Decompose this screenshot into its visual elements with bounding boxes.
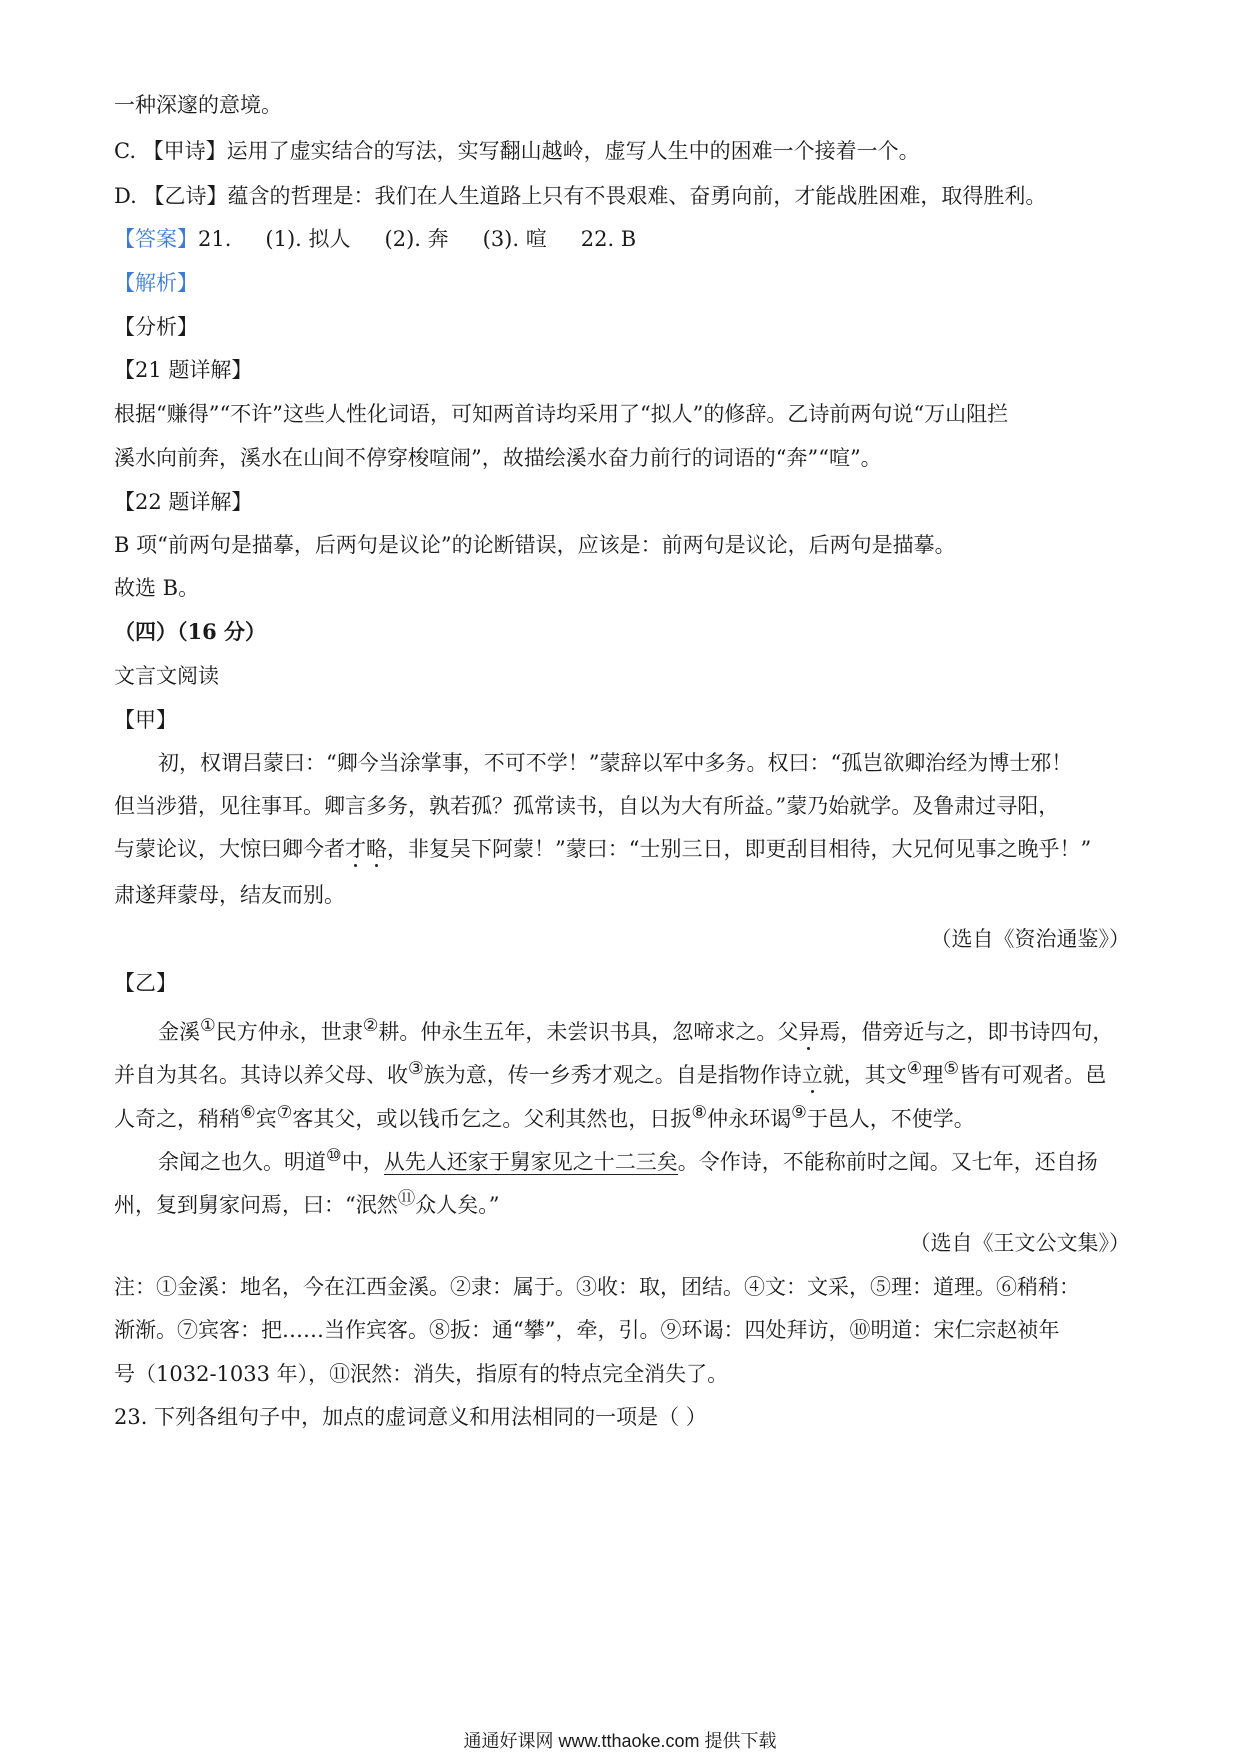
fenxi-tag: 【分析】 [114, 315, 198, 339]
passage-jia-label: 【甲】 [114, 708, 177, 732]
page-footer: 通通好课网 www.tthaoke.com 提供下载 [463, 1731, 777, 1751]
notes-line: 渐渐。⑦宾客：把……当作宾客。⑧扳：通“攀”，牵，引。⑨环谒：四处拜访，⑩明道：宋仁宗赵祯年 [114, 1318, 1060, 1342]
answer-21-3: (3). 喧 [482, 227, 547, 251]
passage-yi-source: （选自《王文公文集》） [909, 1231, 1130, 1255]
dotted-char: 略 [366, 837, 387, 861]
dotted-char: 异 [798, 1020, 820, 1044]
passage-jia-line: 肃遂拜蒙母，结友而别。 [114, 883, 345, 907]
footnote-mark: ⑧ [691, 1103, 708, 1123]
text-line: 一种深邃的意境。 [114, 93, 282, 117]
footnote-mark: ⑨ [791, 1103, 807, 1123]
passage-jia-line: 与蒙论议，大惊曰卿今者才略，非复吴下阿蒙！”蒙曰：“士别三日，即更刮目相待，大兄何见事之晚乎！” [114, 837, 1092, 861]
passage-jia-line: 但当涉猎，见往事耳。卿言多务，孰若孤？孤常读书，自以为大有所益。”蒙乃始就学。及鲁肃过寻阳， [114, 794, 1060, 818]
passage-jia-line: 初，权谓吕蒙曰：“卿今当涂掌事，不可不学！”蒙辞以军中多务。权曰：“孤岂欲卿治经为博士邪！ [158, 751, 1073, 775]
q21-detail-heading: 【21 题详解】 [114, 358, 253, 382]
answer-tag: 【答案】 [114, 227, 198, 251]
footnote-mark: ① [200, 1016, 216, 1036]
footnote-mark: ⑪ [397, 1189, 416, 1209]
q21-detail-line: 根据“赚得”“不许”这些人性化词语，可知两首诗均采用了“拟人”的修辞。乙诗前两句说“万山阻拦 [114, 402, 1009, 426]
option-c: C. 【甲诗】运用了虚实结合的写法，实写翻山越岭，虚写人生中的困难一个接着一个。 [114, 139, 920, 163]
section-title: 文言文阅读 [114, 664, 219, 688]
underlined-sentence: 从先人还家于舅家见之十二三矣 [383, 1150, 678, 1174]
dotted-char: 才 [345, 837, 366, 861]
footnote-mark: ③ [408, 1059, 424, 1079]
answer-line [114, 224, 1134, 254]
option-d: D. 【乙诗】蕴含的哲理是：我们在人生道路上只有不畏艰难、奋勇向前，才能战胜困难，取得胜利。 [114, 184, 1047, 208]
dotted-char: 立 [801, 1063, 823, 1087]
passage-yi-line: 人奇之，稍稍⑥宾⑦客其父，或以钱币乞之。父利其然也，日扳⑧仲永环谒⑨于邑人，不使学。 [114, 1103, 975, 1131]
notes-line: 号（1032-1033 年），⑪泯然：消失，指原有的特点完全消失了。 [114, 1362, 729, 1386]
q21-detail-line: 溪水向前奔，溪水在山间不停穿梭喧闹”，故描绘溪水奋力前行的词语的“奔”“喧”。 [114, 446, 882, 470]
q22-detail-line: 故选 B。 [114, 576, 200, 600]
passage-yi-line: 金溪①民方仲永，世隶②耕。仲永生五年，未尝识书具，忽啼求之。父异焉，借旁近与之，即书诗四句， [158, 1016, 1114, 1044]
q22-detail-line: B 项“前两句是描摹，后两句是议论”的论断错误，应该是：前两句是议论，后两句是描摹。 [114, 533, 956, 557]
passage-yi-label: 【乙】 [114, 971, 177, 995]
footnote-mark: ④ [906, 1059, 923, 1079]
passage-yi-line: 州，复到舅家问焉，曰：“泯然⑪众人矣。” [114, 1189, 500, 1217]
footnote-mark: ⑥ [240, 1103, 256, 1123]
notes-line: 注：①金溪：地名，今在江西金溪。②隶：属于。③收：取，团结。④文：文采，⑤理：道理。⑥稍稍： [114, 1275, 1080, 1299]
q22-detail-heading: 【22 题详解】 [114, 490, 253, 514]
footnote-mark: ② [362, 1016, 379, 1036]
section-heading: （四）（16 分） [114, 619, 267, 644]
passage-yi-line: 余闻之也久。明道⑩中，从先人还家于舅家见之十二三矣。令作诗，不能称前时之闻。又七年，还自扬 [158, 1146, 1098, 1174]
answer-21-2: (2). 奔 [384, 227, 449, 251]
passage-yi-line: 并自为其名。其诗以养父母、收③族为意，传一乡秀才观之。自是指物作诗立就，其文④理⑤皆有可观者。邑 [114, 1059, 1107, 1087]
passage-jia-source: （选自《资治通鉴》） [930, 927, 1130, 951]
footnote-mark: ⑤ [943, 1059, 960, 1079]
footnote-mark: ⑩ [326, 1146, 342, 1166]
footnote-mark: ⑦ [276, 1103, 293, 1123]
answer-22: 22. B [580, 227, 637, 251]
analysis-tag: 【解析】 [114, 271, 198, 295]
question-23: 23. 下列各组句子中，加点的虚词意义和用法相同的一项是（ ） [114, 1405, 707, 1429]
answer-21: 21. [198, 227, 232, 251]
answer-21-1: (1). 拟人 [265, 227, 351, 251]
